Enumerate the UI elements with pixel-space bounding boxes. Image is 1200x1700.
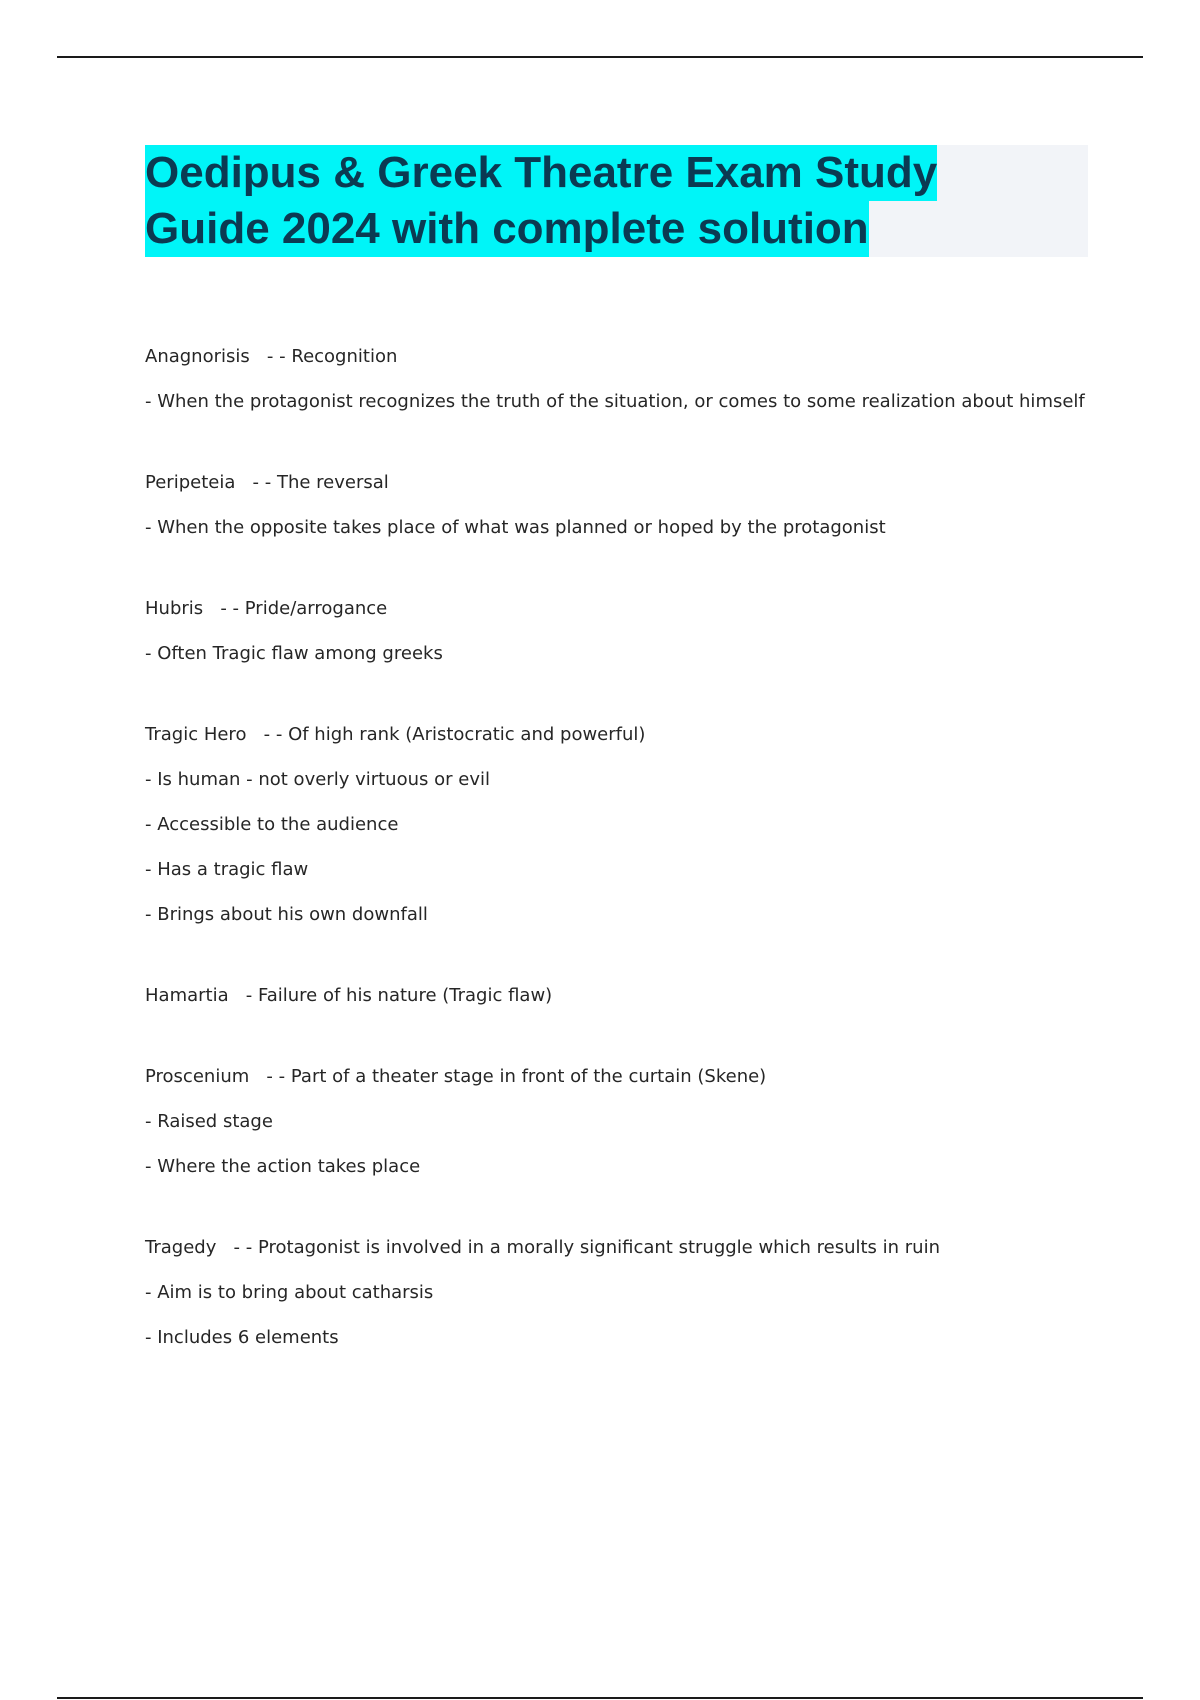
term-line bbox=[145, 471, 1105, 495]
term: Tragedy bbox=[145, 1237, 217, 1258]
term-line bbox=[145, 597, 1105, 621]
term: Hamartia bbox=[145, 985, 229, 1006]
term-definition: Pride/arrogance bbox=[244, 598, 388, 619]
term-separator: - - bbox=[216, 1237, 258, 1258]
detail-line: - Often Tragic flaw among greeks bbox=[145, 643, 443, 664]
term: Proscenium bbox=[145, 1066, 250, 1087]
term-line bbox=[145, 723, 1105, 747]
term-line bbox=[145, 1236, 1105, 1260]
term-separator: - - bbox=[235, 472, 277, 493]
glossary-entry-hamartia bbox=[145, 984, 1105, 1008]
term: Tragic Hero bbox=[145, 724, 247, 745]
page-title-line-1: Oedipus & Greek Theatre Exam Study bbox=[145, 145, 937, 201]
term-separator: - bbox=[228, 985, 259, 1006]
term-line bbox=[145, 984, 1105, 1008]
term: Hubris bbox=[145, 598, 204, 619]
term-definition: Protagonist is involved in a morally significant struggle which results in ruin bbox=[257, 1237, 940, 1258]
glossary-entry-peripeteia bbox=[145, 471, 1105, 540]
glossary-entry-tragic-hero bbox=[145, 723, 1105, 927]
glossary-entry-hubris bbox=[145, 597, 1105, 666]
term-line bbox=[145, 1065, 1105, 1089]
page-title-line-2: Guide 2024 with complete solution bbox=[145, 201, 869, 257]
detail-line: - Aim is to bring about catharsis bbox=[145, 1282, 434, 1303]
detail-line: - When the protagonist recognizes the truth of the situation, or comes to some realization about himself bbox=[145, 391, 1085, 412]
detail-line: - When the opposite takes place of what was planned or hoped by the protagonist bbox=[145, 517, 886, 538]
term-definition: Of high rank (Aristocratic and powerful) bbox=[288, 724, 646, 745]
term-separator: - - bbox=[249, 346, 292, 367]
term-line bbox=[145, 345, 1105, 369]
term: Anagnorisis bbox=[145, 346, 250, 367]
bottom-rule bbox=[57, 1697, 1143, 1699]
term: Peripeteia bbox=[145, 472, 236, 493]
glossary-entry-anagnorisis bbox=[145, 345, 1105, 414]
title-block bbox=[145, 145, 1088, 257]
detail-line: - Raised stage bbox=[145, 1111, 273, 1132]
detail-line: - Includes 6 elements bbox=[145, 1327, 339, 1348]
term-definition: Failure of his nature (Tragic flaw) bbox=[258, 985, 553, 1006]
glossary-entry-tragedy bbox=[145, 1236, 1105, 1350]
term-separator: - - bbox=[203, 598, 245, 619]
detail-line: - Accessible to the audience bbox=[145, 814, 399, 835]
term-separator: - - bbox=[246, 724, 289, 745]
detail-line: - Brings about his own downfall bbox=[145, 904, 428, 925]
term-separator: - - bbox=[249, 1066, 291, 1087]
term-definition: The reversal bbox=[276, 472, 389, 493]
detail-line: - Has a tragic flaw bbox=[145, 859, 309, 880]
detail-line: - Where the action takes place bbox=[145, 1156, 421, 1177]
glossary bbox=[145, 345, 1105, 1407]
top-rule bbox=[57, 56, 1143, 58]
glossary-entry-proscenium bbox=[145, 1065, 1105, 1179]
term-definition: Recognition bbox=[291, 346, 398, 367]
detail-line: - Is human - not overly virtuous or evil bbox=[145, 769, 490, 790]
term-definition: Part of a theater stage in front of the curtain (Skene) bbox=[290, 1066, 767, 1087]
